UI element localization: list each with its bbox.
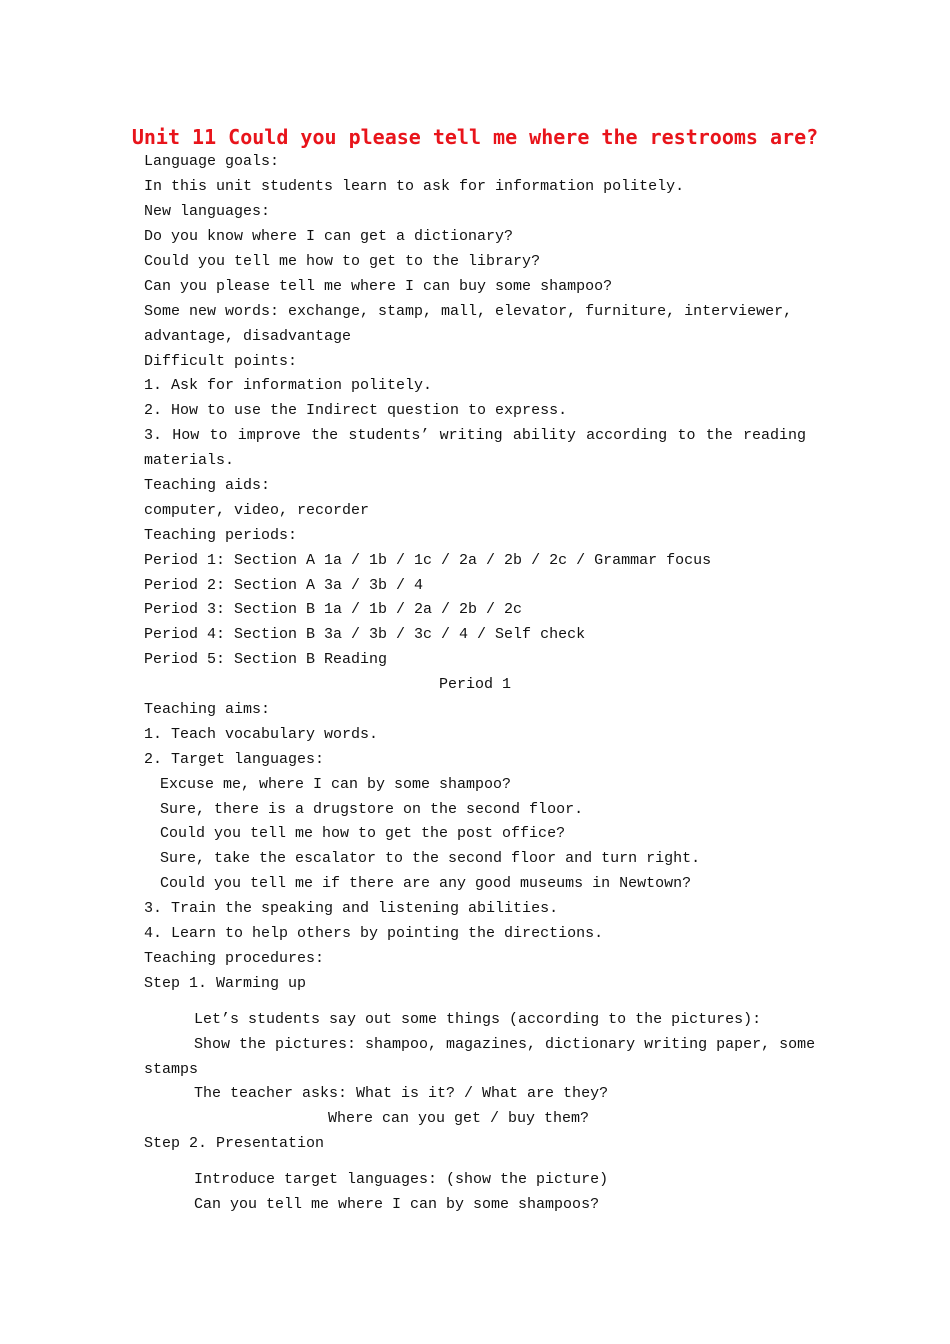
- text-line: Let’s students say out some things (according to the pictures):: [194, 1011, 762, 1028]
- text-line: Could you tell me how to get to the library?: [144, 253, 541, 270]
- period-heading: Period 1: [438, 676, 511, 693]
- text-line: Can you please tell me where I can buy some shampoo?: [144, 278, 613, 295]
- example-sentence: Sure, there is a drugstore on the second floor.: [160, 801, 584, 818]
- list-item: Period 4: Section B 3a / 3b / 3c / 4 / Self check: [144, 626, 586, 643]
- list-item: 1. Ask for information politely.: [144, 377, 433, 394]
- section-heading-teaching-periods: Teaching periods:: [144, 527, 298, 544]
- text-line: Some new words: exchange, stamp, mall, elevator, furniture, interviewer,: [144, 303, 793, 320]
- example-sentence: Excuse me, where I can by some shampoo?: [160, 776, 512, 793]
- section-heading-new-languages: New languages:: [144, 203, 271, 220]
- list-item: 2. Target languages:: [144, 751, 325, 768]
- text-line: Show the pictures: shampoo, magazines, dictionary writing paper, some: [194, 1036, 816, 1053]
- list-item: 3. Train the speaking and listening abilities.: [144, 900, 559, 917]
- section-heading-language-goals: Language goals:: [144, 153, 280, 170]
- list-item: Period 1: Section A 1a / 1b / 1c / 2a / 2b / 2c / Grammar focus: [144, 552, 712, 569]
- text-line: Do you know where I can get a dictionary?: [144, 228, 514, 245]
- document-title: Unit 11 Could you please tell me where the restrooms are?: [131, 125, 819, 149]
- section-heading-difficult-points: Difficult points:: [144, 353, 298, 370]
- list-item: 2. How to use the Indirect question to express.: [144, 402, 568, 419]
- text-line: materials.: [144, 452, 235, 469]
- text-line: computer, video, recorder: [144, 502, 370, 519]
- text-line: Introduce target languages: (show the picture): [194, 1171, 609, 1188]
- list-item: Period 2: Section A 3a / 3b / 4: [144, 577, 424, 594]
- text-line: advantage, disadvantage: [144, 328, 352, 345]
- section-heading-teaching-procedures: Teaching procedures:: [144, 950, 325, 967]
- example-sentence: Could you tell me how to get the post office?: [160, 825, 566, 842]
- section-heading-teaching-aims: Teaching aims:: [144, 701, 271, 718]
- text-line: In this unit students learn to ask for information politely.: [144, 178, 685, 195]
- list-item: 3. How to improve the students’ writing ability according to the reading: [144, 427, 806, 444]
- text-line: stamps: [144, 1061, 199, 1078]
- text-line: The teacher asks: What is it? / What are they?: [194, 1085, 609, 1102]
- text-line: Can you tell me where I can by some shampoos?: [194, 1196, 600, 1213]
- step-heading: Step 2. Presentation: [144, 1135, 325, 1152]
- list-item: Period 3: Section B 1a / 1b / 2a / 2b / 2c: [144, 601, 523, 618]
- text-line: Where can you get / buy them?: [328, 1110, 590, 1127]
- example-sentence: Sure, take the escalator to the second floor and turn right.: [160, 850, 701, 867]
- list-item: Period 5: Section B Reading: [144, 651, 388, 668]
- list-item: 4. Learn to help others by pointing the directions.: [144, 925, 604, 942]
- section-heading-teaching-aids: Teaching aids:: [144, 477, 271, 494]
- example-sentence: Could you tell me if there are any good museums in Newtown?: [160, 875, 692, 892]
- list-item: 1. Teach vocabulary words.: [144, 726, 379, 743]
- step-heading: Step 1. Warming up: [144, 975, 307, 992]
